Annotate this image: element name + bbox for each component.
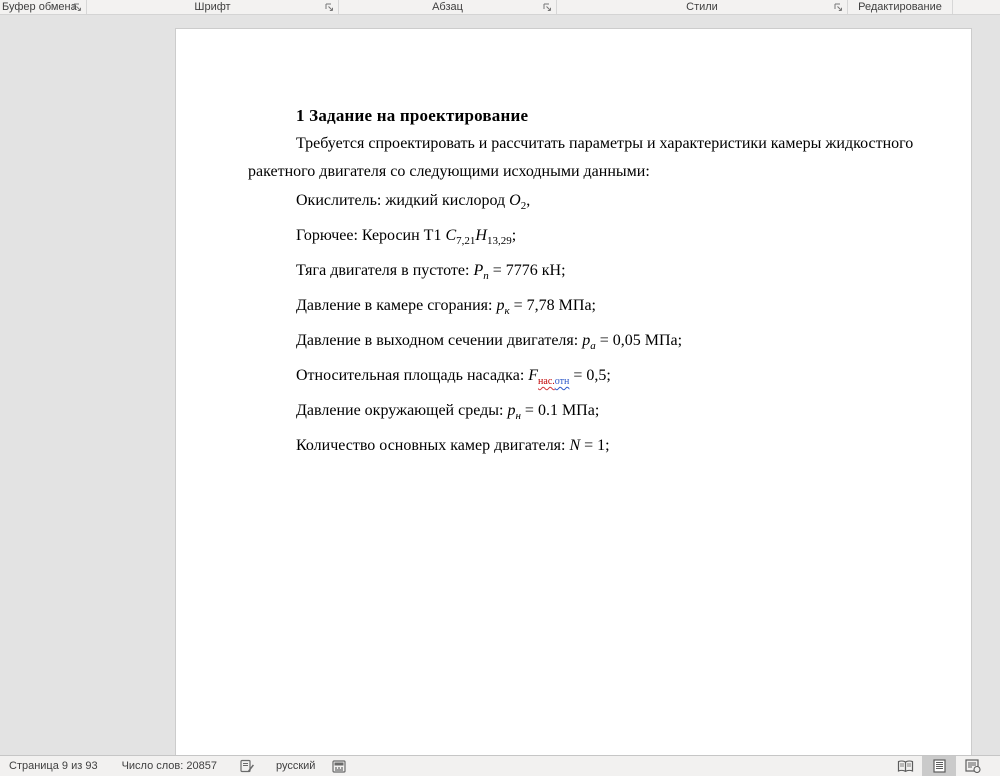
spec-line-fuel: Горючее: Керосин Т1 $C_{7,21}H_{13,29}$; [296,227,517,247]
word-count-indicator[interactable]: Число слов: 20857 [121,760,217,772]
print-layout-button[interactable] [922,756,956,776]
spec-line-chamber-count: Количество основных камер двигателя: N = 1; [296,437,610,454]
keyboard-layout-icon[interactable] [324,756,354,776]
read-mode-button[interactable] [888,756,922,776]
spec-line-thrust: Тяга двигателя в пустоте: $P_п = 7776$ кН; [296,262,566,282]
ribbon-group-styles [557,0,848,14]
proofing-status-icon[interactable] [232,756,263,776]
ribbon-group-editing [848,0,953,14]
ribbon-group-font [87,0,339,14]
intro-paragraph-line: ракетного двигателя со следующими исходными данными: [248,163,650,180]
grammar-marked-text: отн [554,376,570,387]
spec-line-ambient-pressure: Давление окружающей среды: $p_н = 0.1$ МПа; [296,402,600,422]
dialog-launcher-icon[interactable] [833,2,844,13]
web-layout-button[interactable] [956,756,990,776]
status-bar-left [0,756,354,776]
spec-line-oxidizer: Окислитель: жидкий кислород $O_2$, [296,192,531,212]
dialog-launcher-icon[interactable] [542,2,553,13]
document-content [176,29,971,460]
document-page[interactable] [175,28,972,755]
ribbon-group-label: Редактирование [858,0,942,13]
status-bar [0,755,1000,776]
ribbon-group-label: Шрифт [194,0,231,13]
spec-line-nozzle-area: Относительная площадь насадка: $F_{нас.отн} = 0,5$; [296,367,611,387]
language-indicator[interactable]: русский [275,760,316,772]
ribbon-group-labels-strip [0,0,1000,15]
view-mode-switcher [888,756,1000,776]
intro-paragraph-line: Требуется спроектировать и рассчитать параметры и характеристики камеры жидкостного [296,135,914,152]
dialog-launcher-icon[interactable] [324,2,335,13]
spec-line-exit-pressure: Давление в выходном сечении двигателя: $p_а = 0,05$ МПа; [296,332,683,352]
ribbon-group-label: Абзац [432,0,463,13]
ribbon-group-label: Буфер обмена [2,0,77,13]
spellcheck-marked-text: нас. [538,376,555,387]
page-number-indicator[interactable]: Страница 9 из 93 [9,760,98,772]
dialog-launcher-icon[interactable] [72,2,83,13]
spec-line-chamber-pressure: Давление в камере сгорания: $p_к = 7,78$ МПа; [296,297,596,317]
section-heading: 1 Задание на проектирование [296,106,529,125]
ribbon-group-paragraph [339,0,557,14]
ribbon-group-clipboard [0,0,87,14]
ribbon-group-label: Стили [686,0,718,13]
